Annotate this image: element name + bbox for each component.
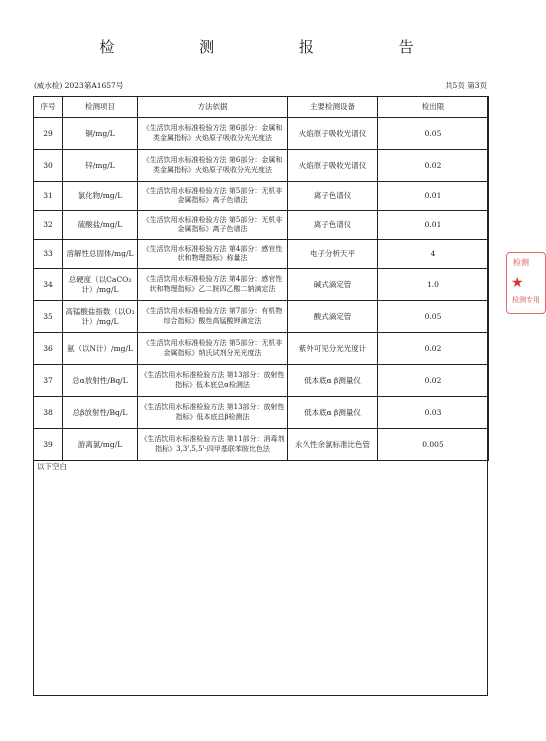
cell-limit: 0.01 [378,182,489,211]
cell-equipment: 紫外可见分光光度计 [288,333,378,365]
seal-top-text: 检测 [513,258,529,267]
cell-no: 39 [34,429,63,461]
cell-method: 《生活饮用水标准检验方法 第6部分：金属和类金属指标》火焰原子吸收分光光度法 [138,150,288,182]
cell-item: 总硬度（以CaCO₃计）/mg/L [63,269,138,301]
page-info: 共5页 第3页 [445,81,487,90]
cell-item: 硫酸盐/mg/L [63,211,138,240]
cell-no: 29 [34,118,63,150]
cell-equipment: 永久性余氯标准比色管 [288,429,378,461]
cell-no: 36 [34,333,63,365]
cell-method: 《生活饮用水标准检验方法 第4部分：感官性状和物理指标》称量法 [138,240,288,269]
cell-limit: 0.03 [378,397,489,429]
cell-method: 《生活饮用水标准检验方法 第4部分：感官性状和物理指标》乙二胺四乙酸二钠滴定法 [138,269,288,301]
report-table-frame [33,96,488,696]
cell-equipment: 离子色谱仪 [288,211,378,240]
inspection-seal [506,252,546,314]
cell-equipment: 火焰原子吸收光谱仪 [288,118,378,150]
cell-item: 总α放射性/Bq/L [63,365,138,397]
cell-limit: 0.01 [378,211,489,240]
cell-item: 氯化物/mg/L [63,182,138,211]
col-header-equipment: 主要检测设备 [288,97,378,118]
star-icon: ★ [511,275,524,291]
cell-item: 铜/mg/L [63,118,138,150]
cell-limit: 0.05 [378,118,489,150]
cell-limit: 1.0 [378,269,489,301]
cell-item: 氨（以N计）/mg/L [63,333,138,365]
cell-method: 《生活饮用水标准检验方法 第6部分：金属和类金属指标》火焰原子吸收分光光度法 [138,118,288,150]
cell-method: 《生活饮用水标准检验方法 第13部分：放射性指标》低本底总β检测法 [138,397,288,429]
cell-item: 总β放射性/Bq/L [63,397,138,429]
cell-limit: 0.005 [378,429,489,461]
report-number: (威水检) 2023第A1657号 [34,81,124,90]
cell-no: 38 [34,397,63,429]
col-header-method: 方法依据 [138,97,288,118]
blank-below-note: 以下空白 [37,462,67,471]
table-row [34,301,489,333]
cell-item: 高锰酸盐指数（以O₂计）/mg/L [63,301,138,333]
cell-no: 31 [34,182,63,211]
cell-limit: 0.02 [378,333,489,365]
cell-equipment: 电子分析天平 [288,240,378,269]
cell-no: 37 [34,365,63,397]
table-row [34,269,489,301]
cell-equipment: 低本底α β测量仪 [288,397,378,429]
seal-bottom-text: 检测专用 [512,296,540,304]
cell-method: 《生活饮用水标准检验方法 第5部分：无机非金属指标》离子色谱法 [138,182,288,211]
report-title: 检 测 报 告 [99,38,454,56]
table-row [34,429,489,461]
table-row [34,150,489,182]
cell-no: 35 [34,301,63,333]
cell-item: 游离氯/mg/L [63,429,138,461]
table-row [34,118,489,150]
cell-item: 锌/mg/L [63,150,138,182]
table-row [34,397,489,429]
table-row [34,211,489,240]
cell-no: 32 [34,211,63,240]
cell-method: 《生活饮用水标准检验方法 第7部分：有机物综合指标》酸性高锰酸钾滴定法 [138,301,288,333]
cell-equipment: 离子色谱仪 [288,182,378,211]
cell-no: 34 [34,269,63,301]
cell-item: 溶解性总固体/mg/L [63,240,138,269]
cell-limit: 0.05 [378,301,489,333]
cell-equipment: 火焰原子吸收光谱仪 [288,150,378,182]
table-row [34,182,489,211]
cell-method: 《生活饮用水标准检验方法 第5部分：无机非金属指标》离子色谱法 [138,211,288,240]
cell-limit: 0.02 [378,150,489,182]
col-header-item: 检测项目 [63,97,138,118]
col-header-no: 序号 [34,97,63,118]
cell-equipment: 低本底α β测量仪 [288,365,378,397]
cell-limit: 4 [378,240,489,269]
cell-method: 《生活饮用水标准检验方法 第13部分：放射性指标》低本底总α检测法 [138,365,288,397]
table-row [34,333,489,365]
table-row [34,365,489,397]
test-methods-table [33,96,489,461]
cell-equipment: 酸式滴定管 [288,301,378,333]
cell-equipment: 碱式滴定管 [288,269,378,301]
cell-no: 30 [34,150,63,182]
cell-limit: 0.02 [378,365,489,397]
cell-no: 33 [34,240,63,269]
table-row [34,240,489,269]
table-header-row [34,97,489,118]
cell-method: 《生活饮用水标准检验方法 第11部分：消毒剂指标》3,3',5,5'-四甲基联苯胺比色法 [138,429,288,461]
cell-method: 《生活饮用水标准检验方法 第5部分：无机非金属指标》纳氏试剂分光光度法 [138,333,288,365]
col-header-limit: 检出限 [378,97,489,118]
